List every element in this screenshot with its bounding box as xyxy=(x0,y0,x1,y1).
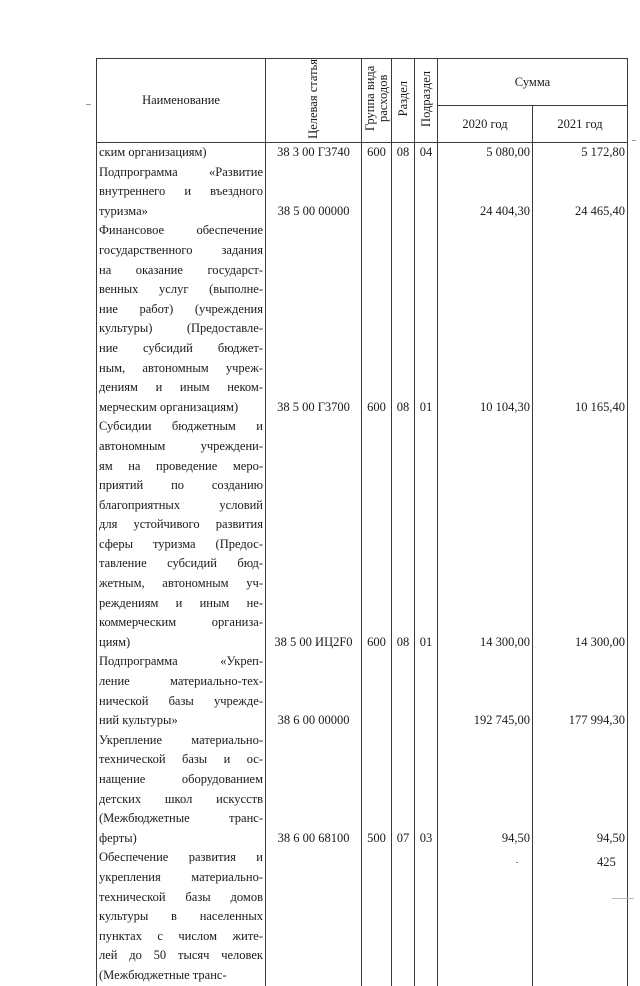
row-target-article xyxy=(266,221,362,417)
row-target-article-value: 38 5 00 ИЦ2F0 xyxy=(274,634,353,649)
row-name-line: (Межбюджетные транс- xyxy=(99,967,227,982)
budget-table xyxy=(96,58,628,986)
row-name-line: автономным учреждени- xyxy=(99,438,263,453)
row-name-line: венных услуг (выполне- xyxy=(99,282,263,297)
row-sum-2020-value: 94,50 xyxy=(501,830,530,845)
row-sum-2020-value: 10 104,30 xyxy=(480,399,530,414)
row-subsection xyxy=(415,163,438,222)
row-subsection xyxy=(415,143,438,163)
header-subsection: Подраздел xyxy=(415,59,438,143)
row-section-value: 08 xyxy=(396,145,410,159)
table-body xyxy=(97,143,628,986)
row-name-line: реждениям и иным не- xyxy=(99,595,263,610)
row-name-line: лей до 50 тысяч человек xyxy=(99,948,263,963)
row-name-line: нащение оборудованием xyxy=(99,772,263,786)
row-name-line: пунктах с числом жите- xyxy=(99,928,263,943)
row-name-line: коммерческим организа- xyxy=(99,615,263,630)
row-subsection xyxy=(415,731,438,849)
row-sum-2020 xyxy=(438,731,533,849)
row-target-article-value: 38 6 00 00000 xyxy=(277,713,350,728)
row-name-line: благоприятных условий xyxy=(99,497,263,512)
row-expense-group xyxy=(362,848,392,985)
row-sum-2020-value: 14 300,00 xyxy=(480,634,530,649)
row-section-value: 07 xyxy=(396,830,410,845)
row-sum-2021 xyxy=(533,163,628,222)
row-name-line: укрепления материально- xyxy=(99,869,263,884)
row-section xyxy=(392,731,415,849)
row-name-line: дениям и иным неком- xyxy=(99,380,263,395)
row-name-line: детских школ искусств xyxy=(99,791,263,806)
row-name-line: ние субсидий бюджет- xyxy=(99,340,263,355)
row-name-line: ферты) xyxy=(99,830,137,845)
row-name-line: Подпрограмма «Укреп- xyxy=(99,654,263,669)
row-section xyxy=(392,143,415,163)
table-row xyxy=(97,143,628,163)
row-sum-2021-value: 94,50 xyxy=(596,830,625,845)
row-expense-group xyxy=(362,143,392,163)
row-sum-2021-value: 14 300,00 xyxy=(575,634,625,649)
row-name-line: сферы туризма (Предос- xyxy=(99,536,263,551)
row-section xyxy=(392,221,415,417)
row-subsection-value: 01 xyxy=(419,634,433,649)
row-target-article xyxy=(266,163,362,222)
row-name-line: технической базы и ос- xyxy=(99,752,263,767)
row-sum-2020 xyxy=(438,221,533,417)
row-section-value: 08 xyxy=(396,399,410,414)
row-subsection-value: 03 xyxy=(419,830,433,845)
row-section xyxy=(392,848,415,985)
table-row xyxy=(97,163,628,222)
header-sum: Сумма xyxy=(438,59,628,106)
row-subsection xyxy=(415,417,438,652)
row-sum-2020 xyxy=(438,163,533,222)
table-row xyxy=(97,221,628,417)
row-target-article-value: 38 5 00 00000 xyxy=(277,203,350,218)
row-target-article xyxy=(266,731,362,849)
row-name-line: культуры в населенных xyxy=(99,909,263,924)
row-sum-2020 xyxy=(438,652,533,730)
row-name-line: Обеспечение развития и xyxy=(99,850,263,865)
row-expense-group xyxy=(362,221,392,417)
row-name-line: ям на проведение меро- xyxy=(99,458,263,473)
row-sum-2020 xyxy=(438,143,533,163)
row-name-line: на оказание государст- xyxy=(99,262,263,277)
row-name-line: ским организациям) xyxy=(99,145,207,159)
row-sum-2021-value: 24 465,40 xyxy=(575,203,625,218)
row-name-line: туризма» xyxy=(99,203,148,218)
row-target-article-value: 38 6 00 68100 xyxy=(277,830,350,845)
row-sum-2021 xyxy=(533,652,628,730)
row-name-line: внутреннего и въездного xyxy=(99,184,263,199)
row-name xyxy=(97,143,266,163)
row-name xyxy=(97,848,266,985)
row-subsection xyxy=(415,848,438,985)
row-name xyxy=(97,731,266,849)
row-name-line: для устойчивого развития xyxy=(99,517,263,532)
row-name-line: (Межбюджетные транс- xyxy=(99,811,263,826)
header-year-2020: 2020 год xyxy=(438,106,533,143)
row-subsection-value: 01 xyxy=(419,399,433,414)
table-row xyxy=(97,731,628,849)
row-expense-group xyxy=(362,417,392,652)
row-expense-group-value: 600 xyxy=(367,399,386,414)
row-target-article-value: 38 3 00 Г3740 xyxy=(277,145,350,159)
row-name-line: Финансовое обеспечение xyxy=(99,223,263,238)
row-expense-group xyxy=(362,163,392,222)
row-name-line: Подпрограмма «Развитие xyxy=(99,164,263,179)
row-expense-group xyxy=(362,731,392,849)
row-section xyxy=(392,652,415,730)
row-sum-2020-value: 192 745,00 xyxy=(473,713,530,728)
row-sum-2020-value: 24 404,30 xyxy=(480,203,530,218)
row-sum-2021-value: 10 165,40 xyxy=(575,399,625,414)
row-name xyxy=(97,221,266,417)
row-name xyxy=(97,652,266,730)
row-name-line: нической базы учрежде- xyxy=(99,693,263,708)
scan-dot xyxy=(516,862,518,863)
page-number: 425 xyxy=(597,855,616,869)
row-sum-2021-value: 5 172,80 xyxy=(581,145,625,159)
header-target-article: Целевая статья xyxy=(266,59,362,143)
row-expense-group-value: 600 xyxy=(367,634,386,649)
row-sum-2021-value: 177 994,30 xyxy=(568,713,625,728)
table-row xyxy=(97,417,628,652)
row-name-line: Укрепление материально- xyxy=(99,732,263,747)
header-section: Раздел xyxy=(392,59,415,143)
scan-tick-right xyxy=(632,140,636,141)
row-name-line: технической базы домов xyxy=(99,889,263,904)
scan-dot-corner xyxy=(612,898,634,899)
row-name-line: Субсидии бюджетным и xyxy=(99,419,263,434)
row-name-line: ний культуры» xyxy=(99,713,178,728)
row-target-article xyxy=(266,652,362,730)
row-name-line: тавление субсидий бюд- xyxy=(99,556,263,571)
header-expense-group: Группа вида расходов xyxy=(362,59,392,143)
row-section xyxy=(392,163,415,222)
row-target-article xyxy=(266,417,362,652)
row-sum-2021 xyxy=(533,221,628,417)
row-name-line: циям) xyxy=(99,634,131,649)
row-sum-2020-value: 5 080,00 xyxy=(486,145,530,159)
row-name-line: ление материально-тех- xyxy=(99,674,263,689)
row-expense-group-value: 600 xyxy=(367,145,386,159)
row-name xyxy=(97,417,266,652)
row-sum-2020 xyxy=(438,417,533,652)
row-target-article xyxy=(266,143,362,163)
row-name-line: культуры) (Предоставле- xyxy=(99,321,263,336)
row-name-line: ным, автономным учреж- xyxy=(99,360,263,375)
table-row xyxy=(97,848,628,985)
row-section-value: 08 xyxy=(396,634,410,649)
row-sum-2021 xyxy=(533,417,628,652)
row-name-line: приятий по созданию xyxy=(99,478,263,493)
row-subsection xyxy=(415,652,438,730)
header-name: Наименование xyxy=(97,59,266,143)
row-section xyxy=(392,417,415,652)
scan-tick-left xyxy=(86,104,91,105)
table-row xyxy=(97,652,628,730)
row-sum-2020 xyxy=(438,848,533,985)
row-sum-2021 xyxy=(533,143,628,163)
row-expense-group-value: 500 xyxy=(367,830,386,845)
row-target-article-value: 38 5 00 Г3700 xyxy=(277,399,350,414)
row-subsection-value: 04 xyxy=(419,145,433,159)
row-name xyxy=(97,163,266,222)
row-sum-2021 xyxy=(533,731,628,849)
row-subsection xyxy=(415,221,438,417)
row-name-line: ние работ) (учреждения xyxy=(99,301,263,316)
header-year-2021: 2021 год xyxy=(533,106,628,143)
row-name-line: государственного задания xyxy=(99,242,263,257)
row-name-line: мерческим организациям) xyxy=(99,399,239,414)
row-name-line: жетным, автономным уч- xyxy=(99,576,263,591)
row-target-article xyxy=(266,848,362,985)
row-expense-group xyxy=(362,652,392,730)
